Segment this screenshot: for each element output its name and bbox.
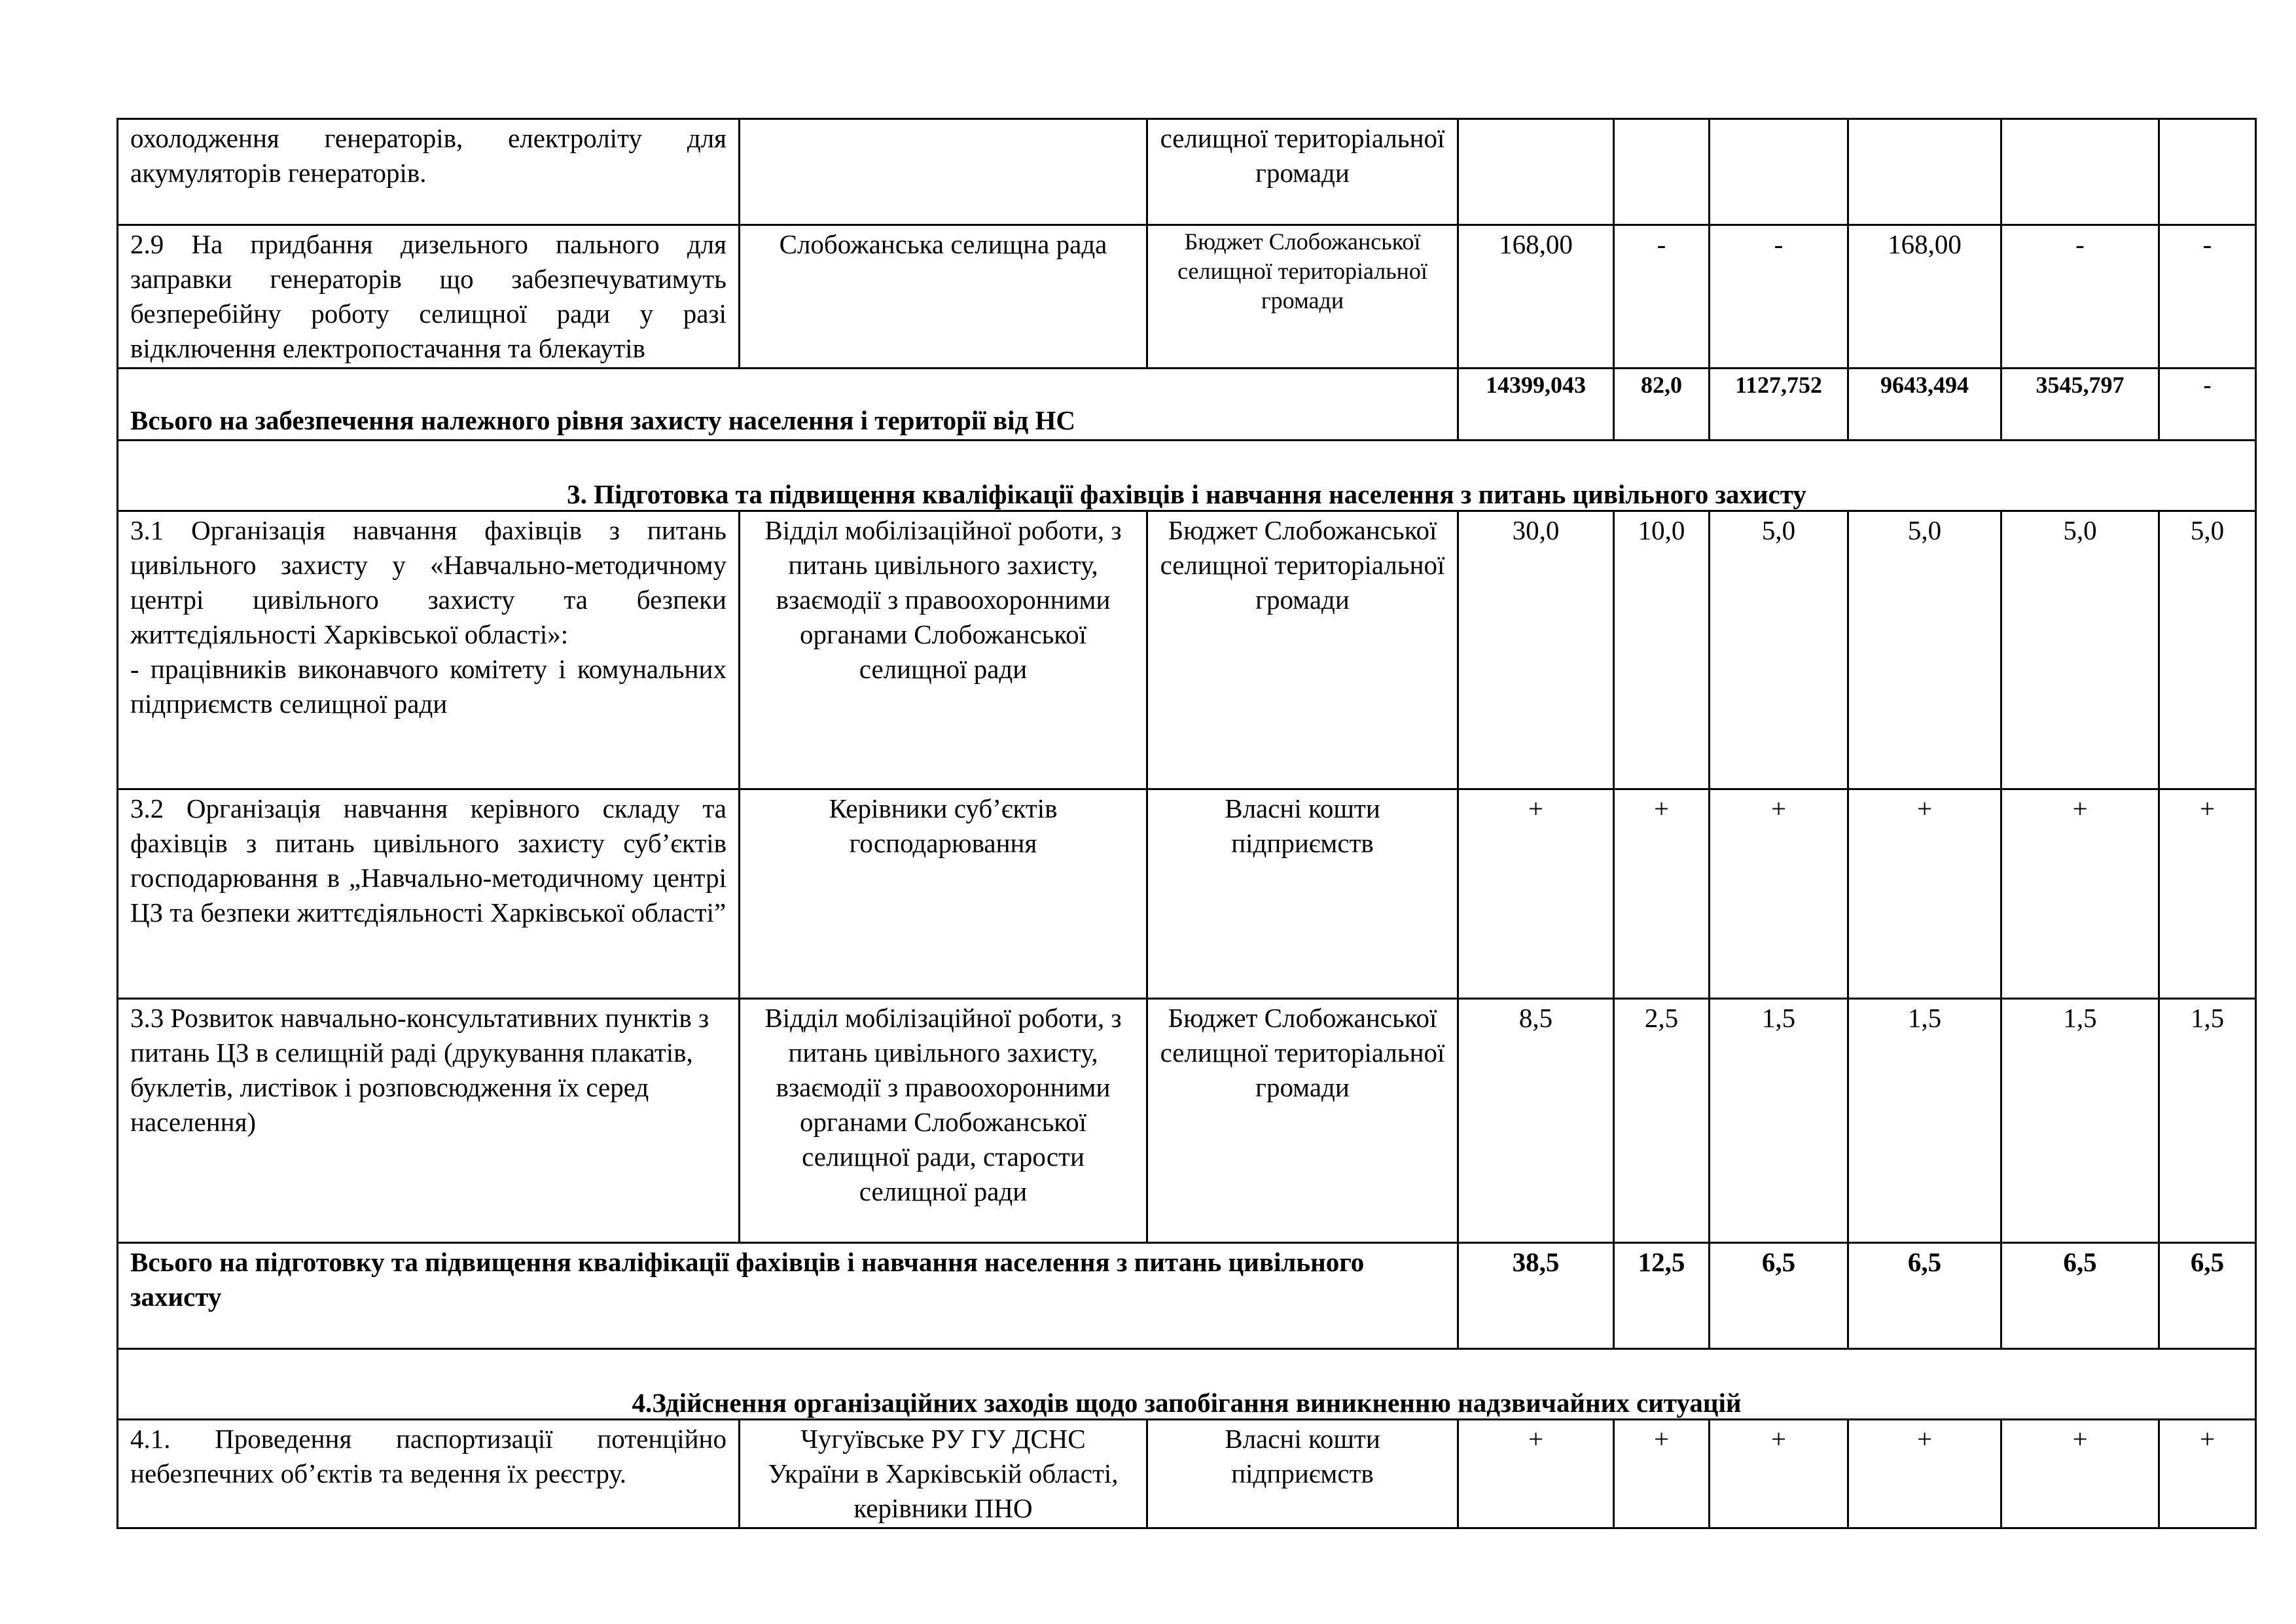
measure-cell: 3.1 Організація навчання фахівців з питань цивільного захисту у «Навчально-методичному центрі цивільного захисту та безпеки життєдіяльності Харківської області»: - працівників виконавчого комітету і комунальних підприємств селищної ради xyxy=(118,511,740,789)
value-cell: + xyxy=(1848,789,2001,999)
total-label: Всього на забезпечення належного рівня захисту населення і території від НС xyxy=(118,369,1458,441)
total-value: - xyxy=(2159,369,2256,441)
measure-cell: 4.1. Проведення паспортизації потенційно небезпечних об’єктів та ведення їх реєстру. xyxy=(118,1420,740,1528)
executor-cell: Чугуївське РУ ГУ ДСНС України в Харківській області, керівники ПНО xyxy=(740,1420,1147,1528)
total-value: 3545,797 xyxy=(2001,369,2159,441)
total-value: 82,0 xyxy=(1614,369,1710,441)
value-cell: + xyxy=(2001,789,2159,999)
value-cell: + xyxy=(1710,1420,1848,1528)
value-cell: - xyxy=(1614,225,1710,369)
value-cell: - xyxy=(2159,225,2256,369)
section-header-row xyxy=(118,441,2256,511)
value-cell: 1,5 xyxy=(2159,999,2256,1243)
value-cell: 5,0 xyxy=(1710,511,1848,789)
table-row xyxy=(118,999,2256,1243)
total-label: Всього на підготовку та підвищення кваліфікації фахівців і навчання населення з питань цивільного захисту xyxy=(118,1243,1458,1349)
value-cell xyxy=(1710,119,1848,225)
table-row xyxy=(118,225,2256,369)
executor-cell: Керівники суб’єктів господарювання xyxy=(740,789,1147,999)
table-row xyxy=(118,511,2256,789)
measure-cell: 3.3 Розвиток навчально-консультативних пунктів з питань ЦЗ в селищній раді (друкування плакатів, буклетів, листівок і розповсюдження їх серед населення) xyxy=(118,999,740,1243)
executor-cell: Відділ мобілізаційної роботи, з питань цивільного захисту, взаємодії з правоохоронними органами Слобожанської селищної ради, старости селищної ради xyxy=(740,999,1147,1243)
value-cell: + xyxy=(1458,1420,1614,1528)
source-cell: Бюджет Слобожанської селищної територіальної громади xyxy=(1147,225,1458,369)
total-value: 6,5 xyxy=(2001,1243,2159,1349)
executor-cell: Слобожанська селищна рада xyxy=(740,225,1147,369)
value-cell: 5,0 xyxy=(2159,511,2256,789)
value-cell: 1,5 xyxy=(1710,999,1848,1243)
table-row xyxy=(118,1420,2256,1528)
value-cell xyxy=(2001,119,2159,225)
total-value: 6,5 xyxy=(1710,1243,1848,1349)
section-heading: 4.Здійснення організаційних заходів щодо запобігання виникненню надзвичайних ситуацій xyxy=(118,1349,2256,1420)
value-cell: - xyxy=(1710,225,1848,369)
measure-cell: охолодження генераторів, електроліту для акумуляторів генераторів. xyxy=(118,119,740,225)
value-cell xyxy=(1848,119,2001,225)
value-cell: + xyxy=(2001,1420,2159,1528)
source-cell: селищної територіальної громади xyxy=(1147,119,1458,225)
source-cell: Власні кошти підприємств xyxy=(1147,789,1458,999)
total-value: 38,5 xyxy=(1458,1243,1614,1349)
measure-cell: 2.9 На придбання дизельного пального для заправки генераторів що забезпечуватимуть безперебійну роботу селищної ради у разі відключення електропостачання та блекаутів xyxy=(118,225,740,369)
source-cell: Бюджет Слобожанської селищної територіальної громади xyxy=(1147,511,1458,789)
value-cell: + xyxy=(1848,1420,2001,1528)
value-cell: 2,5 xyxy=(1614,999,1710,1243)
table-row xyxy=(118,119,2256,225)
value-cell: 1,5 xyxy=(2001,999,2159,1243)
value-cell: 5,0 xyxy=(2001,511,2159,789)
value-cell: + xyxy=(1458,789,1614,999)
total-value: 6,5 xyxy=(1848,1243,2001,1349)
value-cell: 1,5 xyxy=(1848,999,2001,1243)
value-cell: + xyxy=(2159,1420,2256,1528)
section-header-row xyxy=(118,1349,2256,1420)
total-value: 1127,752 xyxy=(1710,369,1848,441)
source-cell: Бюджет Слобожанської селищної територіальної громади xyxy=(1147,999,1458,1243)
total-value: 6,5 xyxy=(2159,1243,2256,1349)
value-cell xyxy=(2159,119,2256,225)
value-cell: 168,00 xyxy=(1848,225,2001,369)
program-measures-table xyxy=(117,118,2257,1529)
value-cell xyxy=(1614,119,1710,225)
total-row xyxy=(118,369,2256,441)
value-cell xyxy=(1458,119,1614,225)
measure-cell: 3.2 Організація навчання керівного складу та фахівців з питань цивільного захисту суб’єктів господарювання в „Навчально-методичному центрі ЦЗ та безпеки життєдіяльності Харківської області” xyxy=(118,789,740,999)
section-heading: 3. Підготовка та підвищення кваліфікації фахівців і навчання населення з питань цивільного захисту xyxy=(118,441,2256,511)
total-value: 14399,043 xyxy=(1458,369,1614,441)
executor-cell xyxy=(740,119,1147,225)
table-row xyxy=(118,789,2256,999)
value-cell: 168,00 xyxy=(1458,225,1614,369)
value-cell: + xyxy=(1614,789,1710,999)
value-cell: + xyxy=(1710,789,1848,999)
total-row xyxy=(118,1243,2256,1349)
value-cell: 5,0 xyxy=(1848,511,2001,789)
executor-cell: Відділ мобілізаційної роботи, з питань цивільного захисту, взаємодії з правоохоронними органами Слобожанської селищної ради xyxy=(740,511,1147,789)
source-cell: Власні кошти підприємств xyxy=(1147,1420,1458,1528)
value-cell: + xyxy=(1614,1420,1710,1528)
value-cell: + xyxy=(2159,789,2256,999)
total-value: 12,5 xyxy=(1614,1243,1710,1349)
total-value: 9643,494 xyxy=(1848,369,2001,441)
value-cell: 8,5 xyxy=(1458,999,1614,1243)
value-cell: 10,0 xyxy=(1614,511,1710,789)
value-cell: 30,0 xyxy=(1458,511,1614,789)
value-cell: - xyxy=(2001,225,2159,369)
